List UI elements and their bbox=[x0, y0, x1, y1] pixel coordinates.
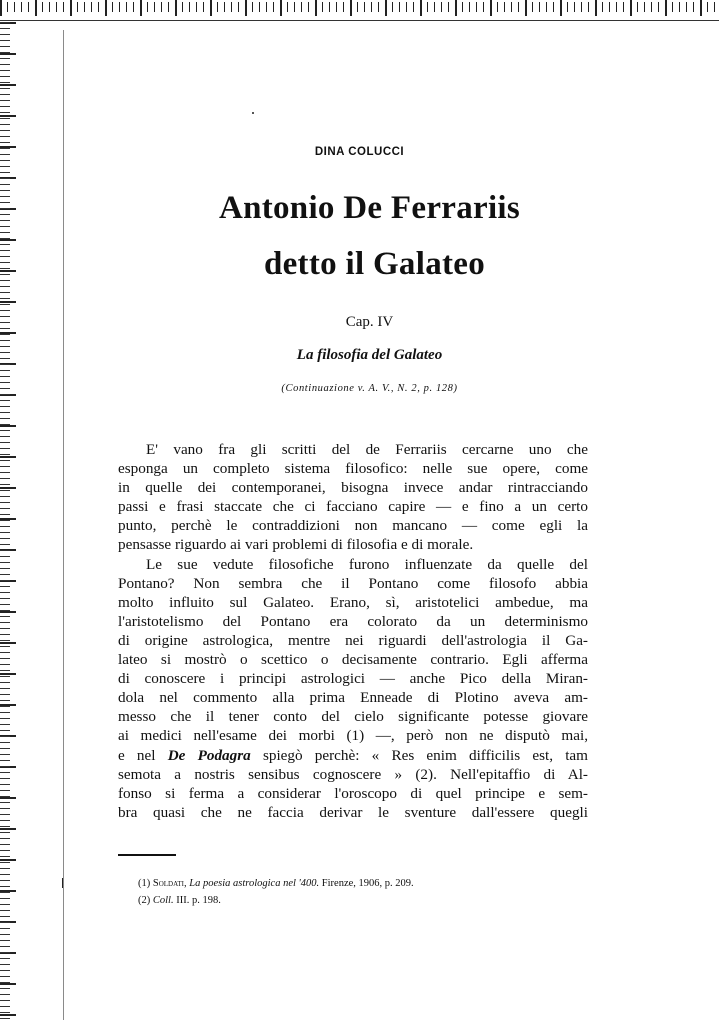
body-line bbox=[118, 746, 588, 765]
body-line: in quelle dei contemporanei, bisogna invece andar rintracciando bbox=[118, 479, 588, 497]
body-line: punto, perchè le contraddizioni non mancano — come egli la bbox=[118, 517, 588, 535]
body-line: lateo si mostrò o scettico o decisamente contrario. Egli afferma bbox=[118, 651, 588, 669]
footnote-title: La poesia astrologica nel '400. bbox=[189, 878, 320, 889]
body-line: di origine astrologica, mentre nei riguardi dell'astrologia il Ga- bbox=[118, 631, 588, 649]
body-line: semota a nostris sensibus cognoscere » (2). Nell'epitaffio di Al- bbox=[118, 765, 588, 783]
footnote-separator bbox=[118, 854, 176, 856]
body-line: pensasse riguardo ai vari problemi di filosofia e di morale. bbox=[118, 536, 474, 554]
footnote-title: Coll. bbox=[152, 895, 174, 906]
body-line: bra quasi che ne faccia derivar le sventure dall'essere quegli bbox=[118, 803, 588, 821]
article-title-line-2: detto il Galateo bbox=[263, 246, 486, 282]
article-title-line-1: Antonio De Ferrariis bbox=[218, 190, 521, 226]
author-name: DINA COLUCCI bbox=[314, 146, 405, 158]
body-line-text: e nel bbox=[118, 746, 168, 764]
footnote-2 bbox=[138, 892, 588, 909]
body-line: passi e frasi staccate che ci facciano capire — e fino a un certo bbox=[118, 498, 588, 516]
body-line: molto influito sul Galateo. Erano, sì, aristotelici ambedue, ma bbox=[118, 593, 588, 611]
body-line-text: spiegò perchè: « Res enim difficilis est, tam bbox=[250, 746, 588, 764]
footnote-number: (1) bbox=[138, 878, 153, 889]
footnote-text: III. p. 198. bbox=[173, 895, 221, 906]
footnotes bbox=[138, 875, 588, 909]
body-line: Le sue vedute filosofiche furono influenzate da quelle del bbox=[146, 555, 588, 573]
scan-mark bbox=[62, 878, 63, 888]
body-line: fonso si ferma a considerar l'oroscopo di quel principe e sem- bbox=[118, 784, 588, 802]
ruler-edge-line bbox=[0, 20, 719, 21]
scanner-ruler-top bbox=[0, 0, 719, 22]
body-line: l'aristotelismo del Pontano era colorato da un determinismo bbox=[118, 612, 588, 630]
scanner-ruler-left bbox=[0, 22, 16, 1024]
footnote-number: (2) bbox=[138, 895, 153, 906]
body-line: esponga un completo sistema filosofico: nelle sue opere, come bbox=[118, 460, 588, 478]
scan-speck bbox=[252, 112, 254, 114]
body-text bbox=[118, 440, 588, 822]
book-title-de-podagra: De Podagra bbox=[167, 746, 251, 764]
body-line: messo che il tener conto del cielo significante potesse giovare bbox=[118, 708, 588, 726]
page-margin-line bbox=[63, 30, 64, 1020]
body-line: di conoscere i principi astrologici — anche Pico della Miran- bbox=[118, 670, 588, 688]
chapter-subtitle: La filosofia del Galateo bbox=[296, 347, 443, 363]
footnote-author: Soldati, bbox=[152, 878, 187, 889]
continuation-note: (Continuazione v. A. V., N. 2, p. 128) bbox=[281, 383, 458, 394]
footnote-1 bbox=[138, 875, 588, 892]
body-line: E' vano fra gli scritti del de Ferrariis cercarne uno che bbox=[146, 441, 588, 458]
body-line: ai medici nell'esame dei morbi (1) —, però non ne disputò mai, bbox=[118, 727, 588, 745]
body-line: dola nel commento alla prima Enneade di Plotino aveva am- bbox=[118, 689, 588, 707]
body-line: Pontano? Non sembra che il Pontano come filosofo abbia bbox=[118, 574, 588, 592]
chapter-heading: Cap. IV bbox=[345, 314, 394, 330]
footnote-text: Firenze, 1906, p. 209. bbox=[319, 878, 414, 889]
